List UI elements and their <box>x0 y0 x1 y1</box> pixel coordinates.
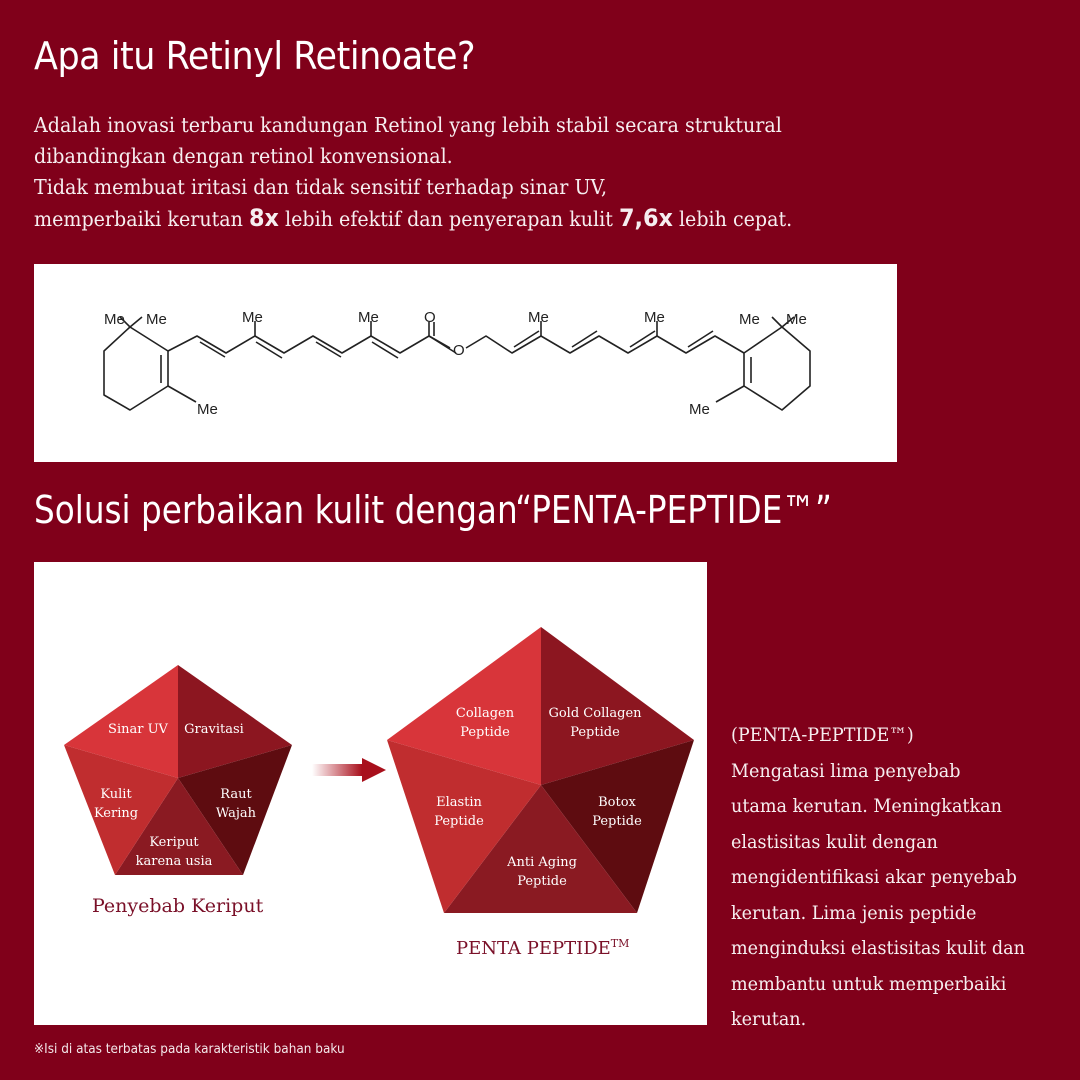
right-pentagon <box>387 627 694 913</box>
segment-botox-1: Botox <box>598 795 636 810</box>
left-pentagon <box>64 665 292 875</box>
segment-anti-aging-2: Peptide <box>517 874 567 889</box>
segment-elastin-1: Elastin <box>436 795 482 810</box>
heading-retinyl-retinoate: Apa itu Retinyl Retinoate? <box>34 34 476 78</box>
side-line-8: membantu untuk memperbaiki <box>731 973 1007 995</box>
side-line-5: mengidentifikasi akar penyebab <box>731 867 1017 888</box>
intro-line-1: Adalah inovasi terbaru kandungan Retinol yang lebih stabil secara struktural <box>34 113 782 137</box>
side-line-1: (PENTA-PEPTIDE™) <box>731 725 914 746</box>
heading-penta-peptide: Solusi perbaikan kulit dengan“PENTA-PEPTIDE™” <box>34 488 832 532</box>
svg-text:O: O <box>424 309 436 326</box>
intro-line-4a: memperbaiki kerutan <box>34 207 250 231</box>
intro-line-4 <box>34 203 871 235</box>
segment-gold-collagen-2: Peptide <box>570 725 620 740</box>
segment-raut-wajah-2: Wajah <box>215 806 257 821</box>
svg-text:Me: Me <box>528 309 549 326</box>
svg-text:Me: Me <box>146 311 167 328</box>
segment-elastin-2: Peptide <box>434 814 484 829</box>
svg-text:Me: Me <box>644 309 665 326</box>
arrow-right-icon <box>312 758 386 782</box>
segment-raut-wajah-1: Raut <box>220 787 252 802</box>
molecule-structure-panel <box>34 264 897 462</box>
side-line-9: kerutan. <box>731 1009 807 1030</box>
segment-collagen-2: Peptide <box>460 725 510 740</box>
svg-text:Me: Me <box>786 311 807 328</box>
stat-8x: 8x <box>249 204 279 232</box>
segment-kulit-kering-2: Kering <box>93 806 139 821</box>
side-line-4: elastisitas kulit dengan <box>731 831 938 853</box>
segment-anti-aging-1: Anti Aging <box>507 855 577 870</box>
caption-penyebab-keriput: Penyebab Keriput <box>92 895 264 917</box>
intro-line-3: Tidak membuat iritasi dan tidak sensitif terhadap sinar UV, <box>34 175 608 199</box>
trademark-sup: TM <box>610 937 630 950</box>
svg-text:Me: Me <box>358 309 379 326</box>
svg-text:Me: Me <box>104 311 125 328</box>
caption-penta-peptide: PENTA PEPTIDE™ <box>456 937 630 959</box>
svg-text:Me: Me <box>739 311 760 328</box>
footnote-disclaimer: ※Isi di atas terbatas pada karakteristik bahan baku <box>34 1042 345 1057</box>
side-line-3: utama kerutan. Meningkatkan <box>731 796 1002 817</box>
side-line-2: Mengatasi lima penyebab <box>731 760 961 782</box>
svg-text:Me: Me <box>197 401 218 418</box>
retinyl-retinoate-structure-diagram <box>34 264 897 462</box>
stat-7-6x: 7,6x <box>618 204 673 232</box>
segment-collagen-1: Collagen <box>455 706 515 721</box>
penta-peptide-description <box>731 718 1059 1038</box>
intro-line-4c: lebih efektif dan penyerapan kulit <box>278 207 619 231</box>
segment-kulit-kering-1: Kulit <box>100 787 132 802</box>
intro-line-2: dibandingkan dengan retinol konvensional. <box>34 144 453 168</box>
svg-text:Me: Me <box>242 309 263 326</box>
molecule-labels <box>104 309 807 418</box>
intro-line-4e: lebih cepat. <box>672 207 793 231</box>
penta-peptide-diagram-panel <box>34 562 707 1025</box>
segment-keriput-usia-2: karena usia <box>135 854 213 869</box>
intro-paragraph <box>34 110 871 235</box>
segment-sinar-uv: Sinar UV <box>108 722 168 737</box>
segment-gravitasi: Gravitasi <box>184 722 244 737</box>
side-line-7: menginduksi elastisitas kulit dan <box>731 938 1025 959</box>
segment-gold-collagen-1: Gold Collagen <box>548 706 642 721</box>
side-line-6: kerutan. Lima jenis peptide <box>731 902 977 924</box>
svg-text:Me: Me <box>689 401 710 418</box>
segment-botox-2: Peptide <box>592 814 642 829</box>
svg-text:O: O <box>453 342 465 359</box>
segment-keriput-usia-1: Keriput <box>149 835 199 850</box>
